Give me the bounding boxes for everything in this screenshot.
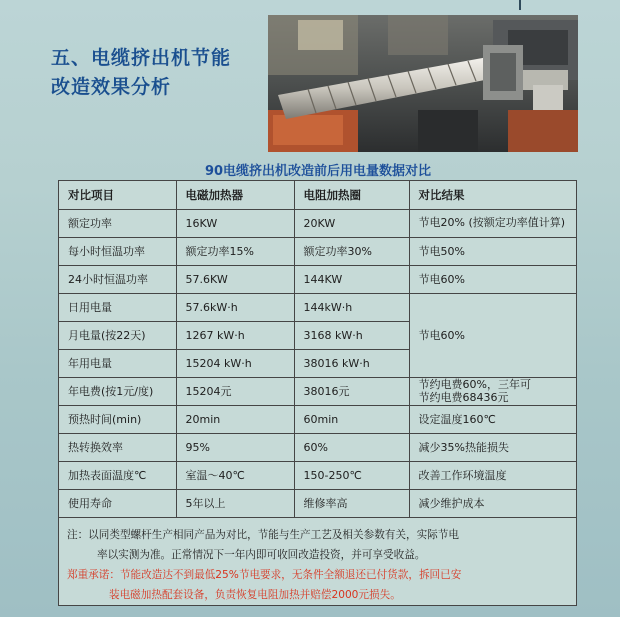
note-line1: 注：以同类型螺杆生产相同产品为对比，节能与生产工艺及相关参数有关，实际节电 [67,528,459,541]
table-row [59,489,576,517]
fee-result-line2: 节约电费68436元 [418,391,509,404]
extruder-machine-photo [268,15,578,152]
table-title: 90电缆挤出机改造前后用电量数据对比 [204,164,432,179]
cell-resistance: 60% [294,433,409,461]
cell-induction: 室温～40℃ [176,461,294,489]
table-row [59,461,576,489]
cell-result: 设定温度160℃ [409,405,576,433]
cell-induction: 16KW [176,209,294,237]
cell-item: 使用寿命 [59,489,176,517]
cell-resistance: 38016 kW·h [294,349,409,377]
header-resistance-ring: 电阻加热圈 [294,181,409,209]
note-line2: 率以实测为准。正常情况下一年内即可收回改造投资，并可享受收益。 [97,548,426,561]
table-row [59,209,576,237]
cell-induction: 5年以上 [176,489,294,517]
cell-induction: 57.6kW·h [176,293,294,321]
promise-line1: 郑重承诺：节能改造达不到最低25%节电要求，无条件全额退还已付货款，拆回已安 [67,568,462,581]
cell-resistance: 144KW [294,265,409,293]
cell-induction: 15204 kW·h [176,349,294,377]
cell-result: 减少维护成本 [409,489,576,517]
cell-resistance: 20KW [294,209,409,237]
cell-induction: 95% [176,433,294,461]
cell-item: 加热表面温度℃ [59,461,176,489]
cell-item: 预热时间(min) [59,405,176,433]
table-row [59,237,576,265]
cell-induction: 1267 kW·h [176,321,294,349]
table-row [59,377,576,405]
cell-resistance: 150-250℃ [294,461,409,489]
section-title-line2: 改造效果分析 [51,76,172,98]
cell-merged-result: 节电60% [409,293,576,377]
comparison-table-box [58,180,577,606]
table-row [59,265,576,293]
promise-text [59,565,576,605]
top-edge-mark [519,0,521,10]
header-item: 对比项目 [59,181,176,209]
header-result: 对比结果 [409,181,576,209]
cell-result: 节电50% [409,237,576,265]
cell-resistance: 3168 kW·h [294,321,409,349]
cell-item: 日用电量 [59,293,176,321]
fee-result-line1: 节约电费60%，三年可 [418,378,531,391]
section-title-line1: 五、电缆挤出机节能 [51,47,232,69]
cell-item: 月电量(按22天) [59,321,176,349]
table-header-row [59,181,576,209]
extruder-machine-drawing [268,15,578,152]
cell-item: 年用电量 [59,349,176,377]
cell-item: 额定功率 [59,209,176,237]
cell-induction: 57.6KW [176,265,294,293]
cell-item: 24小时恒温功率 [59,265,176,293]
cell-item: 每小时恒温功率 [59,237,176,265]
cell-resistance: 维修率高 [294,489,409,517]
cell-resistance: 38016元 [294,377,409,405]
cell-item: 年电费(按1元/度) [59,377,176,405]
cell-induction: 15204元 [176,377,294,405]
cell-result: 节电60% [409,265,576,293]
cell-induction: 额定功率15% [176,237,294,265]
header-induction-heater: 电磁加热器 [176,181,294,209]
note-text [59,518,576,565]
cell-result: 改善工作环境温度 [409,461,576,489]
section-title [51,44,271,102]
cell-induction: 20min [176,405,294,433]
comparison-table [59,181,576,518]
cell-resistance: 60min [294,405,409,433]
cell-item: 热转换效率 [59,433,176,461]
cell-result: 减少35%热能损失 [409,433,576,461]
table-row [59,405,576,433]
cell-resistance: 144kW·h [294,293,409,321]
table-row [59,433,576,461]
table-row [59,293,576,321]
cell-fee-result [409,377,576,405]
cell-resistance: 额定功率30% [294,237,409,265]
cell-result: 节电20% (按额定功率值计算) [409,209,576,237]
promise-line2: 装电磁加热配套设备，负责恢复电阻加热并赔偿2000元损失。 [109,588,401,601]
